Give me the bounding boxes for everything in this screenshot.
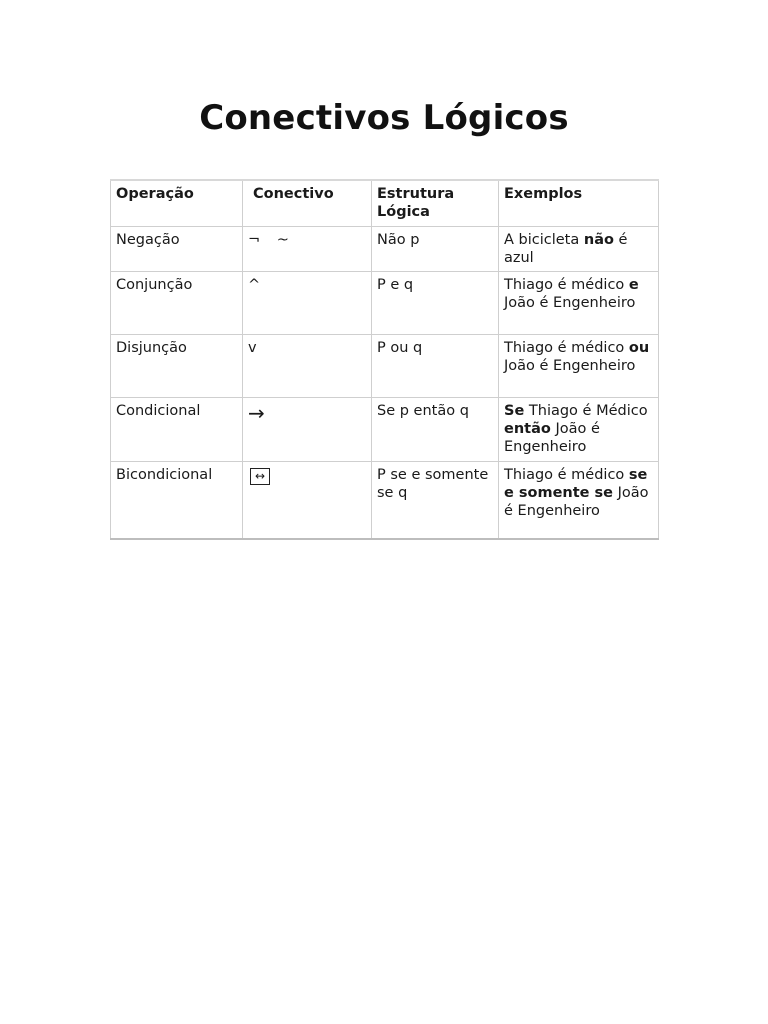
example-text: Thiago é médico — [504, 340, 629, 356]
cell-exemplo — [499, 272, 659, 335]
example-text: João é Engenheiro — [504, 295, 636, 311]
biconditional-arrow-icon: ↔ — [250, 468, 270, 485]
cell-estrutura: P se e somente se q — [372, 462, 499, 540]
table-row — [111, 272, 659, 335]
cell-conectivo — [243, 272, 372, 335]
cell-exemplo — [499, 462, 659, 540]
page-title: Conectivos Lógicos — [199, 98, 569, 138]
cell-conectivo — [243, 227, 372, 272]
header-operacao: Operação — [111, 180, 243, 227]
example-keyword: ou — [628, 340, 650, 356]
example-keyword: e — [628, 277, 639, 293]
disjunction-symbol: v — [248, 340, 257, 356]
cell-estrutura: Não p — [372, 227, 499, 272]
right-arrow-icon: → — [248, 401, 265, 425]
cell-operacao: Bicondicional — [111, 462, 243, 540]
table-row — [111, 227, 659, 272]
cell-operacao: Conjunção — [111, 272, 243, 335]
connectives-table — [110, 179, 659, 540]
table-header-row — [111, 180, 659, 227]
cell-operacao: Disjunção — [111, 335, 243, 398]
example-text: Thiago é Médico — [524, 403, 648, 419]
example-text: Thiago é médico — [504, 467, 629, 483]
cell-estrutura: Se p então q — [372, 398, 499, 462]
cell-estrutura: P e q — [372, 272, 499, 335]
conjunction-symbol: ^ — [248, 277, 261, 293]
cell-exemplo — [499, 398, 659, 462]
example-keyword: então — [504, 421, 551, 437]
example-text: Thiago é médico — [504, 277, 629, 293]
example-text: João é Engenheiro — [504, 421, 600, 455]
header-conectivo: Conectivo — [243, 180, 372, 227]
table-row — [111, 462, 659, 540]
negation-symbol: ¬ ~ — [248, 232, 295, 248]
example-keyword: se e somente se — [504, 467, 648, 501]
example-text: João é Engenheiro — [504, 485, 649, 519]
cell-conectivo — [243, 462, 372, 540]
example-text: João é Engenheiro — [504, 358, 636, 374]
table-row — [111, 335, 659, 398]
example-keyword: Se — [504, 403, 525, 419]
cell-operacao: Condicional — [111, 398, 243, 462]
example-keyword: não — [583, 232, 614, 248]
example-text: A bicicleta — [504, 232, 584, 248]
cell-conectivo — [243, 398, 372, 462]
table-row — [111, 398, 659, 462]
header-estrutura: Estrutura Lógica — [372, 180, 499, 227]
cell-exemplo — [499, 335, 659, 398]
example-text: é azul — [504, 232, 628, 266]
header-exemplos: Exemplos — [499, 180, 659, 227]
cell-estrutura: P ou q — [372, 335, 499, 398]
cell-exemplo — [499, 227, 659, 272]
cell-operacao: Negação — [111, 227, 243, 272]
cell-conectivo — [243, 335, 372, 398]
